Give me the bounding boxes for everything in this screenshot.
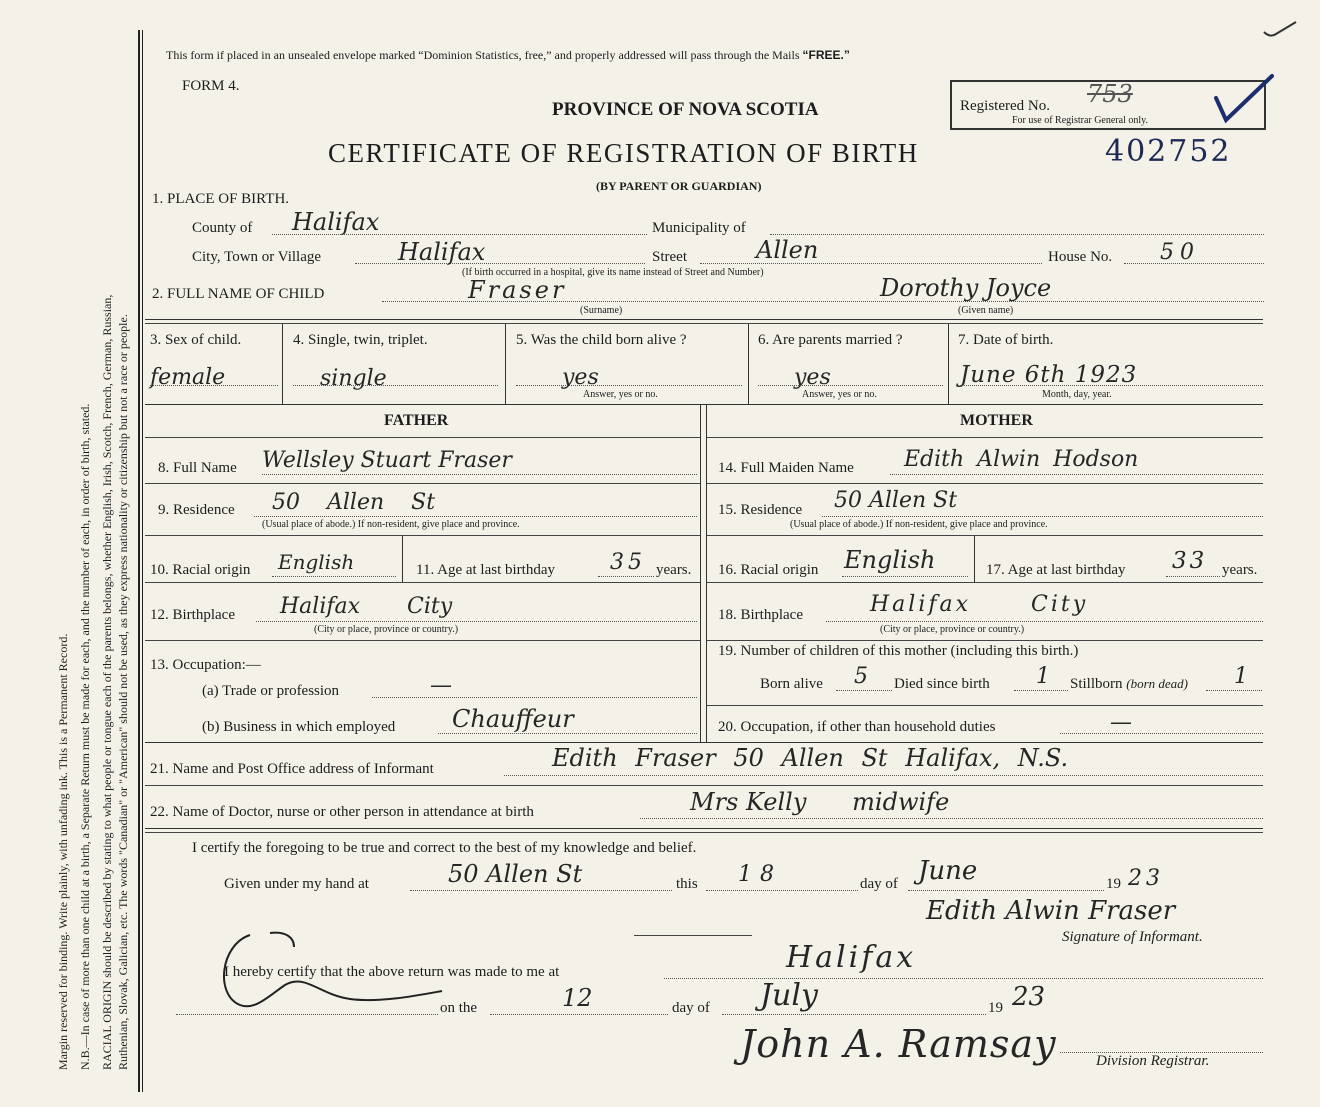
mail-notice-free: “FREE.”	[802, 48, 850, 62]
registrar-day-of-label: day of	[672, 1000, 710, 1016]
place-of-birth-heading: 1. PLACE OF BIRTH.	[152, 191, 290, 207]
form-number: FORM 4.	[182, 78, 240, 94]
mother-name-value: Edith Alwin Hodson	[904, 447, 1139, 472]
father-birthplace-value: Halifax City	[280, 594, 453, 619]
given-month: June	[918, 856, 978, 886]
county-value: Halifax	[292, 208, 380, 236]
certificate-title: CERTIFICATE OF REGISTRATION OF BIRTH	[328, 138, 919, 168]
city-label: City, Town or Village	[192, 249, 322, 265]
mother-children-label: 19. Number of children of this mother (including this birth.)	[718, 643, 1079, 659]
given-day-of-label: day of	[860, 876, 898, 892]
registrar-signature: John A. Ramsay	[740, 1022, 1057, 1066]
mother-birthplace-label: 18. Birthplace	[718, 607, 803, 623]
house-value: 50	[1160, 240, 1200, 265]
attendant-label: 22. Name of Doctor, nurse or other person in attendance at birth	[150, 804, 534, 820]
mother-occupation-value: —	[1110, 710, 1132, 735]
father-occupation-label: 13. Occupation:—	[150, 657, 261, 673]
given-year: 23	[1128, 866, 1164, 891]
registrar-place: Halifax	[786, 940, 917, 975]
pen-flourish-icon	[210, 925, 450, 1015]
father-trade-label: (a) Trade or profession	[202, 683, 340, 699]
certificate-subtitle: (BY PARENT OR GUARDIAN)	[596, 179, 762, 193]
mother-residence-caption: (Usual place of abode.) If non-resident, give place and province.	[790, 519, 1048, 530]
given-at-place: 50 Allen St	[448, 860, 583, 888]
parents-married-question: 6. Are parents married ?	[758, 332, 903, 348]
father-age-value: 35	[610, 550, 646, 575]
mail-notice	[166, 48, 850, 63]
municipality-label: Municipality of	[652, 220, 746, 236]
attendant-value: Mrs Kelly midwife	[690, 788, 950, 816]
street-label: Street	[652, 249, 687, 265]
born-alive-question: 5. Was the child born alive ?	[516, 332, 687, 348]
registrar-year: 23	[1012, 982, 1046, 1012]
mother-racial-label: 16. Racial origin	[718, 562, 819, 578]
margin-note-nationality: Ruthenian, Slovak, Galician, etc. The words "Canadian" or "American" should not be used, as they express nationality or citizenship but not a race or people.	[116, 314, 130, 1070]
mother-age-label: 17. Age at last birthday	[986, 562, 1126, 578]
father-racial-value: English	[278, 550, 355, 574]
street-value: Allen	[756, 236, 819, 264]
registrar-caption: Division Registrar.	[1096, 1053, 1210, 1069]
born-alive-count: 5	[854, 664, 868, 689]
informant-label: 21. Name and Post Office address of Informant	[150, 761, 434, 777]
born-alive-answer: yes	[562, 365, 599, 390]
born-alive-caption: Answer, yes or no.	[583, 389, 658, 400]
parents-married-caption: Answer, yes or no.	[802, 389, 877, 400]
given-caption: (Given name)	[958, 305, 1014, 316]
date-of-birth-label: 7. Date of birth.	[958, 332, 1054, 348]
house-label: House No.	[1048, 249, 1113, 265]
registered-number: 753	[1087, 80, 1133, 108]
registered-note: For use of Registrar General only.	[1012, 115, 1148, 126]
registered-label: Registered No.	[960, 98, 1050, 114]
mother-name-label: 14. Full Maiden Name	[718, 460, 854, 476]
plurality-label: 4. Single, twin, triplet.	[293, 332, 428, 348]
margin-note-binding: Margin reserved for binding. Write plainly, with unfading ink. This is a Permanent Record.	[56, 633, 70, 1070]
county-label: County of	[192, 220, 253, 236]
sex-label: 3. Sex of child.	[150, 332, 242, 348]
plurality-value: single	[320, 366, 387, 391]
father-racial-label: 10. Racial origin	[150, 562, 251, 578]
binding-rule-inner	[142, 30, 143, 1092]
stillborn-note: (born dead)	[1126, 676, 1189, 691]
stillborn-count: 1	[1234, 664, 1248, 689]
given-day: 18	[738, 862, 782, 887]
certificate-number: 402752	[1105, 134, 1232, 169]
informant-signature-caption: Signature of Informant.	[1062, 929, 1203, 945]
registrar-day: 12	[562, 984, 593, 1012]
informant-value: Edith Fraser 50 Allen St Halifax, N.S.	[552, 744, 1069, 772]
corner-check-icon	[1262, 18, 1302, 42]
mother-heading: MOTHER	[960, 412, 1033, 429]
father-trade-value: —	[430, 673, 452, 698]
province-heading: PROVINCE OF NOVA SCOTIA	[552, 99, 819, 120]
mother-age-value: 33	[1172, 548, 1208, 574]
mail-notice-text: This form if placed in an unsealed envelope marked “Dominion Statistics, free,” and properly addressed will pass through the Mails	[166, 48, 803, 62]
father-birthplace-label: 12. Birthplace	[150, 607, 235, 623]
city-value: Halifax	[398, 238, 486, 266]
parents-married-answer: yes	[794, 365, 831, 390]
mother-residence-value: 50 Allen St	[834, 488, 958, 513]
given-year-prefix: 19	[1106, 876, 1121, 892]
father-business-label: (b) Business in which employed	[202, 719, 396, 735]
father-name-label: 8. Full Name	[158, 460, 237, 476]
born-alive-count-label: Born alive	[760, 676, 823, 692]
child-given-name: Dorothy Joyce	[880, 274, 1052, 302]
father-business-value: Chauffeur	[452, 705, 574, 733]
mother-racial-value: English	[844, 546, 936, 574]
sex-value: female	[150, 365, 226, 390]
mother-residence-label: 15. Residence	[718, 502, 803, 518]
child-surname: Fraser	[468, 276, 567, 304]
father-residence-caption: (Usual place of abode.) If non-resident, give place and province.	[262, 519, 520, 530]
date-of-birth-caption: Month, day, year.	[1042, 389, 1112, 400]
registrar-month: July	[760, 978, 818, 1013]
registrar-year-prefix: 19	[988, 1000, 1003, 1016]
died-since-birth-count: 1	[1036, 664, 1050, 689]
given-at-label: Given under my hand at	[224, 876, 369, 892]
mother-birthplace-caption: (City or place, province or country.)	[880, 624, 1025, 635]
this-label: this	[676, 876, 698, 892]
informant-signature: Edith Alwin Fraser	[926, 896, 1176, 926]
father-residence-label: 9. Residence	[158, 502, 235, 518]
mother-occupation-label: 20. Occupation, if other than household duties	[718, 719, 996, 735]
margin-note-multiple-births: N.B.—In case of more than one child at a birth, a Separate Return must be made for each, and the number of each, in order of birth, stated.	[78, 403, 92, 1070]
margin-note-racial-origin: RACIAL ORIGIN should be described by stating to what people or tongue each of the parents belongs, whether English, Irish, Scotch, French, German, Russian,	[100, 294, 114, 1070]
child-name-label: 2. FULL NAME OF CHILD	[152, 286, 325, 302]
father-age-years: years.	[656, 562, 692, 578]
check-mark-icon	[1210, 70, 1280, 130]
father-age-label: 11. Age at last birthday	[416, 562, 555, 578]
father-birthplace-caption: (City or place, province or country.)	[314, 624, 459, 635]
binding-rule	[138, 30, 140, 1092]
father-heading: FATHER	[384, 412, 449, 429]
stillborn-label	[1070, 676, 1188, 693]
date-of-birth-value: June 6th 1923	[960, 362, 1138, 388]
registrar-certification: I hereby certify that the above return was made to me at	[224, 964, 560, 980]
hospital-note: (If birth occurred in a hospital, give its name instead of Street and Number)	[462, 267, 764, 278]
father-name-value: Wellsley Stuart Fraser	[262, 448, 512, 473]
stillborn-label-text: Stillborn	[1070, 676, 1123, 692]
informant-certification: I certify the foregoing to be true and correct to the best of my knowledge and belief.	[192, 840, 697, 856]
registrar-on-the-label: on the	[440, 1000, 478, 1016]
died-since-birth-label: Died since birth	[894, 676, 990, 692]
father-residence-value: 50 Allen St	[272, 490, 436, 515]
mother-age-years: years.	[1222, 562, 1258, 578]
mother-birthplace-value: Halifax City	[870, 592, 1089, 617]
surname-caption: (Surname)	[580, 305, 623, 316]
